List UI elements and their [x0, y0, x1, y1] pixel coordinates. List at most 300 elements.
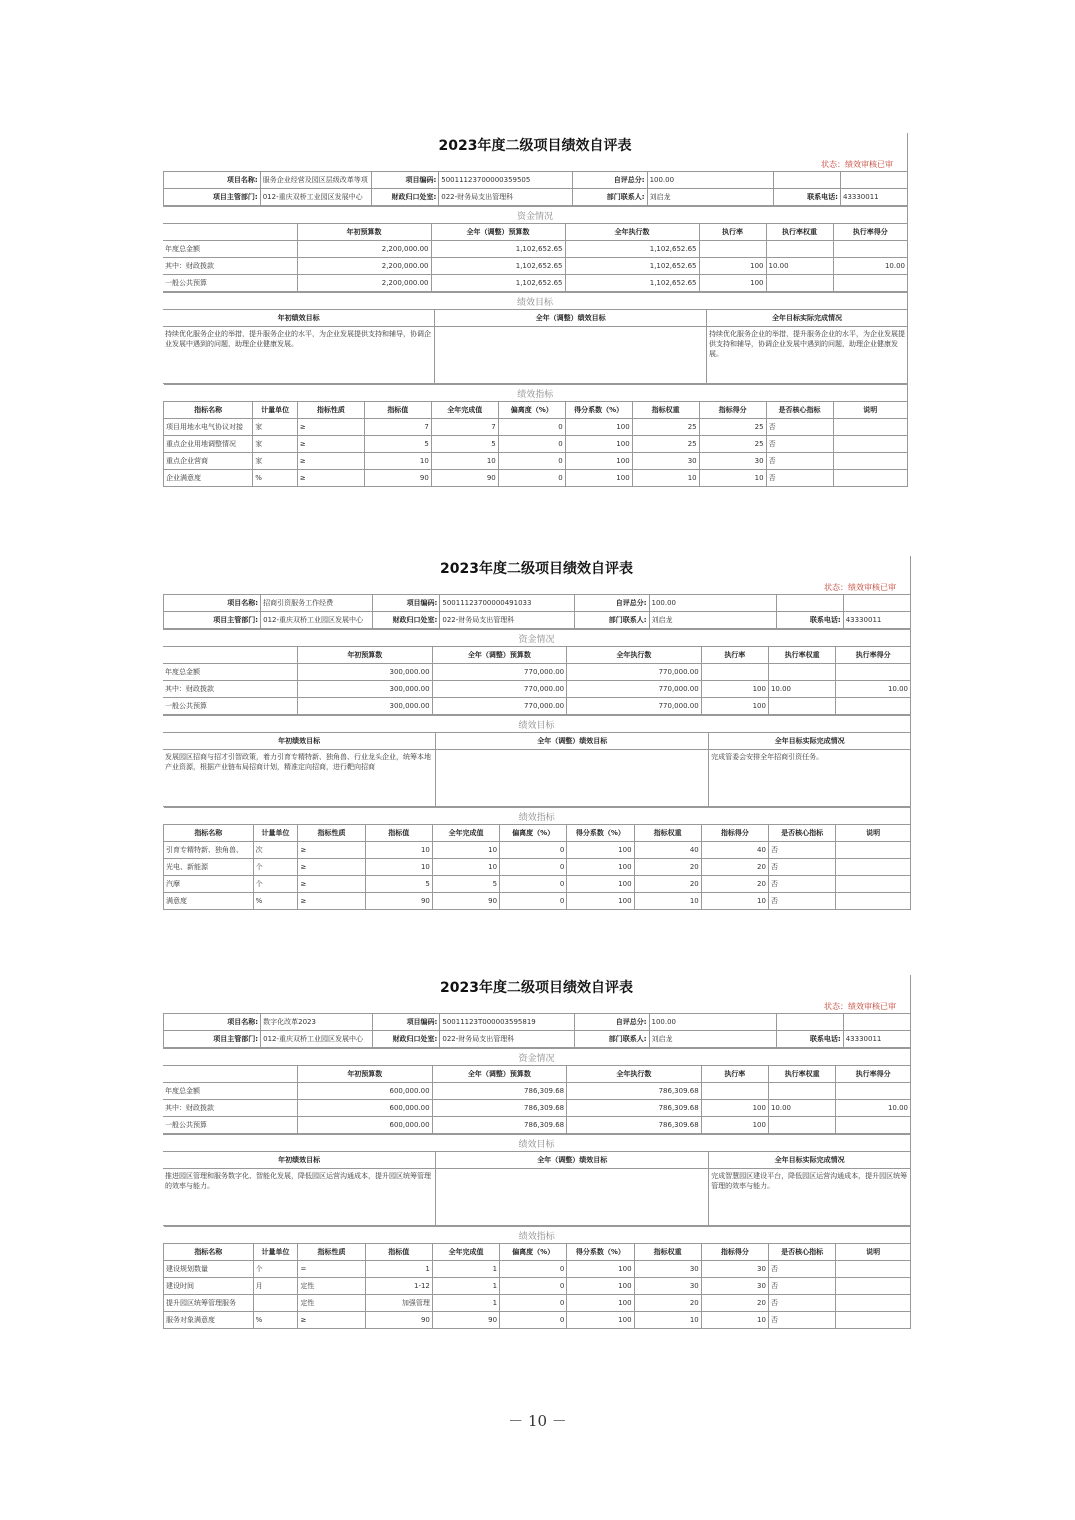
indicator-cell: 0 [500, 1295, 567, 1312]
fund-cell: 其中：财政拨款 [163, 258, 297, 275]
project-code-value: 50011123T000003595819 [440, 1014, 574, 1031]
fund-cell: 786,309.68 [432, 1083, 567, 1100]
indicator-header: 指标权重 [634, 825, 701, 842]
indicator-header: 偏离度（%） [498, 402, 565, 419]
fund-cell: 300,000.00 [298, 698, 433, 715]
indicator-cell: 25 [699, 419, 766, 436]
indicator-cell: 5 [364, 436, 431, 453]
indicator-cell: 100 [567, 1312, 634, 1329]
fund-cell: 1,102,652.65 [565, 241, 699, 258]
dept-value: 012-重庆双桥工业园区发展中心 [261, 612, 373, 629]
score-value: 100.00 [647, 172, 773, 189]
dept-label: 项目主管部门: [164, 189, 261, 206]
fund-cell [768, 698, 835, 715]
goal-header: 年初绩效目标 [163, 733, 436, 750]
goal-text: 完成管委会安排全年招商引资任务。 [709, 750, 911, 807]
indicator-cell: 7 [431, 419, 498, 436]
indicator-cell: 90 [432, 1312, 499, 1329]
status-text: 状态：绩效审核已审 [163, 159, 908, 171]
fund-cell [701, 1083, 768, 1100]
finance-value: 022-财务局支出管理科 [439, 189, 573, 206]
fund-cell: 其中：财政拨款 [163, 681, 298, 698]
indicator-cell: 20 [701, 876, 768, 893]
fund-cell [699, 241, 766, 258]
indicator-cell: 否 [766, 419, 833, 436]
indicator-cell: 90 [365, 893, 432, 910]
indicator-header: 全年完成值 [432, 825, 499, 842]
contact-label: 部门联系人: [573, 189, 647, 206]
indicator-header: 指标名称 [164, 1244, 254, 1261]
indicator-cell: 1-12 [365, 1278, 432, 1295]
indicator-row [164, 893, 911, 910]
fund-cell: 786,309.68 [432, 1100, 567, 1117]
fund-row [163, 1100, 911, 1117]
indicator-cell: 10 [431, 453, 498, 470]
fund-header [163, 1066, 298, 1083]
project-name-value: 数字化改革2023 [261, 1014, 373, 1031]
indicator-header: 指标得分 [699, 402, 766, 419]
fund-cell: 一般公共预算 [163, 698, 298, 715]
fund-cell: 1,102,652.65 [565, 275, 699, 292]
fund-section-title: 资金情况 [163, 207, 908, 224]
project-code-label: 项目编码: [373, 1014, 440, 1031]
indicator-cell: 否 [768, 876, 835, 893]
fund-header: 全年执行数 [567, 1066, 702, 1083]
indicator-cell: 7 [364, 419, 431, 436]
indicator-cell: 否 [766, 453, 833, 470]
indicator-cell: 100 [565, 453, 632, 470]
fund-cell: 2,200,000.00 [297, 241, 431, 258]
status-text: 状态：绩效审核已审 [163, 582, 911, 594]
indicator-cell: 20 [634, 859, 701, 876]
fund-cell [768, 1117, 835, 1134]
fund-header [163, 647, 298, 664]
indicator-cell: ≥ [297, 436, 364, 453]
fund-row [163, 1083, 911, 1100]
fund-cell: 300,000.00 [298, 664, 433, 681]
indicator-cell: 项目用地水电气协议对接 [164, 419, 253, 436]
fund-header: 执行率 [699, 224, 766, 241]
indicator-cell [836, 842, 911, 859]
indicator-cell: 10 [365, 859, 432, 876]
goal-header: 全年（调整）绩效目标 [436, 733, 709, 750]
fund-cell: 786,309.68 [432, 1117, 567, 1134]
indicator-cell: 0 [500, 1312, 567, 1329]
indicator-header: 指标值 [365, 825, 432, 842]
indicator-cell: ≥ [298, 893, 365, 910]
indicator-cell: 10 [364, 453, 431, 470]
fund-row [163, 681, 911, 698]
indicator-header: 说明 [833, 402, 907, 419]
project-name-value: 服务企业经营及园区层级改革等项 [260, 172, 372, 189]
indicator-cell: 25 [632, 419, 699, 436]
contact-value: 刘启龙 [647, 189, 773, 206]
indicator-cell: 100 [565, 470, 632, 487]
indicator-header: 计量单位 [253, 402, 298, 419]
fund-cell: 100 [701, 698, 768, 715]
indicator-cell [833, 470, 907, 487]
fund-section-title: 资金情况 [163, 1049, 911, 1066]
indicator-row [164, 842, 911, 859]
page-number: － 10 － [508, 1412, 567, 1430]
indicator-cell: 90 [431, 470, 498, 487]
indicator-cell: 0 [500, 893, 567, 910]
indicator-cell: 1 [432, 1295, 499, 1312]
indicator-cell: 100 [567, 1295, 634, 1312]
fund-header: 全年（调整）预算数 [432, 647, 567, 664]
indicator-cell: 90 [365, 1312, 432, 1329]
indicator-row [164, 453, 908, 470]
score-label: 自评总分: [574, 595, 649, 612]
indicator-cell: 否 [768, 842, 835, 859]
phone-label: 联系电话: [776, 1031, 843, 1048]
indicator-cell: 重点企业用地调整情况 [164, 436, 253, 453]
indicator-cell [836, 859, 911, 876]
fund-cell [701, 664, 768, 681]
indicator-cell: 100 [567, 1278, 634, 1295]
fund-cell: 600,000.00 [298, 1100, 433, 1117]
evaluation-form-3 [163, 975, 911, 1329]
indicator-header: 得分系数（%） [567, 825, 634, 842]
goal-table [163, 715, 911, 807]
fund-cell [768, 664, 835, 681]
finance-label: 财政归口处室: [373, 1031, 440, 1048]
dept-value: 012-重庆双桥工业园区发展中心 [261, 1031, 373, 1048]
indicator-cell: 20 [634, 876, 701, 893]
indicator-header: 指标名称 [164, 825, 254, 842]
project-name-label: 项目名称: [164, 172, 261, 189]
indicator-table [163, 1226, 911, 1329]
indicator-row [164, 1278, 911, 1295]
indicator-cell: ≥ [298, 842, 365, 859]
form-title: 2023年度二级项目绩效自评表 [163, 975, 911, 1001]
indicator-cell: 定性 [298, 1278, 365, 1295]
fund-row [163, 664, 911, 681]
indicator-cell: 否 [768, 1278, 835, 1295]
dept-value: 012-重庆双桥工业园区发展中心 [260, 189, 372, 206]
indicator-header: 计量单位 [253, 1244, 298, 1261]
indicator-header: 指标权重 [634, 1244, 701, 1261]
fund-cell: 100 [701, 1100, 768, 1117]
fund-section-title: 资金情况 [163, 630, 911, 647]
indicator-header: 全年完成值 [431, 402, 498, 419]
indicator-header: 指标得分 [701, 825, 768, 842]
indicator-cell [836, 1312, 911, 1329]
fund-row [163, 275, 908, 292]
indicator-header: 偏离度（%） [500, 1244, 567, 1261]
indicator-cell: ≥ [297, 470, 364, 487]
phone-label: 联系电话: [776, 612, 843, 629]
project-code-value: 50011123700000359505 [439, 172, 573, 189]
indicator-cell: 100 [567, 842, 634, 859]
indicator-cell: 0 [500, 859, 567, 876]
indicator-header: 指标性质 [298, 1244, 365, 1261]
contact-label: 部门联系人: [574, 1031, 649, 1048]
indicator-row [164, 1295, 911, 1312]
fund-header: 执行率得分 [833, 224, 908, 241]
indicator-header: 指标性质 [298, 825, 365, 842]
fund-header: 全年（调整）预算数 [432, 1066, 567, 1083]
fund-header: 执行率 [701, 647, 768, 664]
indicator-cell: 30 [699, 453, 766, 470]
indicator-cell [253, 1295, 298, 1312]
fund-header: 执行率权重 [768, 647, 835, 664]
goal-text: 发展园区招商与招才引智政策，着力引育专精特新、独角兽、行业龙头企业，统筹本地产业资源，根据产业链布局招商计划，精准定向招商，进行靶向招商 [163, 750, 436, 807]
indicator-header: 指标值 [365, 1244, 432, 1261]
form-title: 2023年度二级项目绩效自评表 [163, 133, 908, 159]
fund-cell: 10.00 [768, 1100, 835, 1117]
indicator-cell: 20 [701, 1295, 768, 1312]
fund-cell: 年度总金额 [163, 1083, 298, 1100]
indicator-cell [836, 1261, 911, 1278]
fund-row [163, 241, 908, 258]
phone-value: 43330011 [843, 1031, 910, 1048]
fund-cell: 2,200,000.00 [297, 275, 431, 292]
indicator-cell: 30 [634, 1261, 701, 1278]
indicator-row [164, 419, 908, 436]
indicator-cell: 10 [699, 470, 766, 487]
goal-header: 年初绩效目标 [163, 1152, 436, 1169]
indicator-cell: 20 [701, 859, 768, 876]
goal-text: 完成智慧园区建设平台，降低园区运营沟通成本，提升园区统筹管理的效率与能力。 [709, 1169, 911, 1226]
indicator-row [164, 1261, 911, 1278]
indicator-cell: 重点企业营商 [164, 453, 253, 470]
fund-cell [766, 241, 833, 258]
project-code-label: 项目编码: [373, 595, 440, 612]
fund-table [163, 629, 911, 715]
fund-cell [833, 275, 908, 292]
fund-cell: 其中：财政拨款 [163, 1100, 298, 1117]
fund-cell: 600,000.00 [298, 1083, 433, 1100]
indicator-cell: 20 [634, 1295, 701, 1312]
fund-cell: 770,000.00 [432, 664, 567, 681]
indicator-cell: 10 [634, 893, 701, 910]
fund-header: 执行率得分 [836, 647, 911, 664]
goal-table [163, 1134, 911, 1226]
indicator-header: 偏离度（%） [500, 825, 567, 842]
indicator-cell: 个 [253, 876, 298, 893]
fund-cell: 一般公共预算 [163, 1117, 298, 1134]
fund-cell: 770,000.00 [432, 681, 567, 698]
indicator-cell: 家 [253, 419, 298, 436]
indicator-cell: 0 [498, 470, 565, 487]
indicator-cell: 40 [701, 842, 768, 859]
fund-cell: 年度总金额 [163, 664, 298, 681]
fund-header: 执行率得分 [836, 1066, 911, 1083]
indicator-header: 全年完成值 [432, 1244, 499, 1261]
goal-text: 持续优化服务企业的举措，提升服务企业的水平，为企业发展提供支持和辅导，协调企业发展中遇到的问题，助理企业健康发展。 [163, 327, 435, 384]
indicator-cell: 否 [766, 436, 833, 453]
indicator-row [164, 876, 911, 893]
indicator-header: 指标性质 [297, 402, 364, 419]
indicator-cell: 加强管理 [365, 1295, 432, 1312]
fund-header: 执行率权重 [768, 1066, 835, 1083]
indicator-cell: 10 [432, 842, 499, 859]
indicator-cell: ≥ [297, 453, 364, 470]
indicator-cell: 否 [766, 470, 833, 487]
fund-cell: 10.00 [768, 681, 835, 698]
goal-table [163, 292, 908, 384]
indicator-header: 计量单位 [253, 825, 298, 842]
status-text: 状态：绩效审核已审 [163, 1001, 911, 1013]
fund-cell: 10.00 [836, 1100, 911, 1117]
evaluation-form-2 [163, 556, 911, 910]
goal-text: 推进园区管理和服务数字化、智能化发展，降低园区运营沟通成本，提升园区统筹管理的效率与能力。 [163, 1169, 436, 1226]
indicator-cell: ≥ [297, 419, 364, 436]
info-table [163, 594, 911, 629]
indicator-cell: 否 [768, 1295, 835, 1312]
info-table [163, 1013, 911, 1048]
indicator-header: 指标名称 [164, 402, 253, 419]
fund-cell [766, 275, 833, 292]
indicator-cell: 40 [634, 842, 701, 859]
indicator-header: 得分系数（%） [567, 1244, 634, 1261]
indicator-cell [833, 419, 907, 436]
indicator-cell: = [298, 1261, 365, 1278]
project-name-label: 项目名称: [164, 595, 261, 612]
indicator-header: 指标权重 [632, 402, 699, 419]
indicator-cell: 5 [432, 876, 499, 893]
indicator-cell: 否 [768, 893, 835, 910]
goal-section-title: 绩效目标 [163, 716, 911, 733]
fund-header: 年初预算数 [297, 224, 431, 241]
indicator-cell: 25 [699, 436, 766, 453]
indicator-cell: 光电、新能源 [164, 859, 254, 876]
project-name-label: 项目名称: [164, 1014, 261, 1031]
indicator-cell: 满意度 [164, 893, 254, 910]
indicator-header: 说明 [836, 1244, 911, 1261]
indicator-header: 是否核心指标 [766, 402, 833, 419]
indicator-header: 说明 [836, 825, 911, 842]
indicator-cell: 10 [432, 859, 499, 876]
fund-cell: 100 [699, 275, 766, 292]
indicator-cell [836, 1278, 911, 1295]
indicator-cell: 服务对象满意度 [164, 1312, 254, 1329]
indicator-cell: 90 [364, 470, 431, 487]
contact-label: 部门联系人: [574, 612, 649, 629]
goal-header: 全年（调整）绩效目标 [436, 1152, 709, 1169]
indicator-cell: 100 [567, 876, 634, 893]
indicator-header: 指标得分 [701, 1244, 768, 1261]
indicator-cell: % [253, 893, 298, 910]
indicator-cell: 30 [634, 1278, 701, 1295]
fund-table [163, 206, 908, 292]
indicator-cell: 次 [253, 842, 298, 859]
indicator-cell: 家 [253, 453, 298, 470]
fund-header: 年初预算数 [298, 1066, 433, 1083]
indicator-cell [836, 1295, 911, 1312]
fund-cell: 300,000.00 [298, 681, 433, 698]
fund-header: 执行率 [701, 1066, 768, 1083]
info-table [163, 171, 908, 206]
fund-header: 全年（调整）预算数 [431, 224, 565, 241]
fund-cell: 10.00 [833, 258, 908, 275]
fund-cell: 770,000.00 [432, 698, 567, 715]
fund-cell: 100 [701, 681, 768, 698]
project-name-value: 招商引资服务工作经费 [261, 595, 373, 612]
evaluation-form-1 [163, 133, 908, 487]
fund-cell: 一般公共预算 [163, 275, 297, 292]
goal-header: 全年目标实际完成情况 [706, 310, 907, 327]
indicator-cell: 100 [565, 436, 632, 453]
indicator-header: 得分系数（%） [565, 402, 632, 419]
indicator-cell: 企业满意度 [164, 470, 253, 487]
goal-text [435, 327, 707, 384]
indicator-cell: 0 [498, 453, 565, 470]
indicator-cell: 10 [701, 1312, 768, 1329]
fund-cell [836, 1117, 911, 1134]
indicator-cell: 100 [565, 419, 632, 436]
goal-text: 持续优化服务企业的举措，提升服务企业的水平，为企业发展提供支持和辅导，协调企业发展中遇到的问题，助理企业健康发展。 [706, 327, 907, 384]
fund-cell [768, 1083, 835, 1100]
project-code-value: 50011123700000491033 [440, 595, 574, 612]
goal-header: 全年目标实际完成情况 [709, 733, 911, 750]
fund-cell: 1,102,652.65 [431, 241, 565, 258]
fund-cell: 786,309.68 [567, 1117, 702, 1134]
goal-header: 全年（调整）绩效目标 [435, 310, 707, 327]
fund-header: 执行率权重 [766, 224, 833, 241]
indicator-cell: 建设时间 [164, 1278, 254, 1295]
indicator-cell: 月 [253, 1278, 298, 1295]
phone-label: 联系电话: [774, 189, 841, 206]
indicator-row [164, 859, 911, 876]
indicator-cell: ≥ [298, 876, 365, 893]
indicator-section-title: 绩效指标 [164, 808, 911, 825]
fund-cell [836, 664, 911, 681]
contact-value: 刘启龙 [649, 1031, 776, 1048]
indicator-header: 是否核心指标 [768, 825, 835, 842]
indicator-header: 指标值 [364, 402, 431, 419]
indicator-cell [836, 893, 911, 910]
indicator-cell: 定性 [298, 1295, 365, 1312]
fund-cell: 100 [699, 258, 766, 275]
indicator-cell: 0 [498, 419, 565, 436]
fund-cell: 10.00 [836, 681, 911, 698]
goal-text [436, 750, 709, 807]
fund-cell: 1,102,652.65 [431, 258, 565, 275]
indicator-cell: 0 [500, 1278, 567, 1295]
indicator-row [164, 1312, 911, 1329]
fund-cell: 2,200,000.00 [297, 258, 431, 275]
score-value: 100.00 [649, 1014, 776, 1031]
indicator-cell: 0 [500, 876, 567, 893]
indicator-cell: 建设规划数量 [164, 1261, 254, 1278]
indicator-cell: 90 [432, 893, 499, 910]
indicator-section-title: 绩效指标 [164, 1227, 911, 1244]
fund-cell [836, 1083, 911, 1100]
fund-cell: 786,309.68 [567, 1100, 702, 1117]
indicator-cell: 0 [498, 436, 565, 453]
phone-value: 43330011 [843, 612, 910, 629]
indicator-cell: 引育专精特新、独角兽、 [164, 842, 254, 859]
indicator-cell: 10 [634, 1312, 701, 1329]
fund-cell: 1,102,652.65 [565, 258, 699, 275]
fund-header: 年初预算数 [298, 647, 433, 664]
score-label: 自评总分: [574, 1014, 649, 1031]
fund-row [163, 258, 908, 275]
indicator-table [163, 807, 911, 910]
indicator-cell [836, 876, 911, 893]
indicator-cell: 0 [500, 1261, 567, 1278]
fund-header: 全年执行数 [565, 224, 699, 241]
indicator-cell: 10 [365, 842, 432, 859]
indicator-table [163, 384, 908, 487]
indicator-cell: 1 [432, 1261, 499, 1278]
indicator-cell: 提升园区统筹管理服务 [164, 1295, 254, 1312]
indicator-cell: 家 [253, 436, 298, 453]
form-title: 2023年度二级项目绩效自评表 [163, 556, 911, 582]
indicator-cell: % [253, 470, 298, 487]
